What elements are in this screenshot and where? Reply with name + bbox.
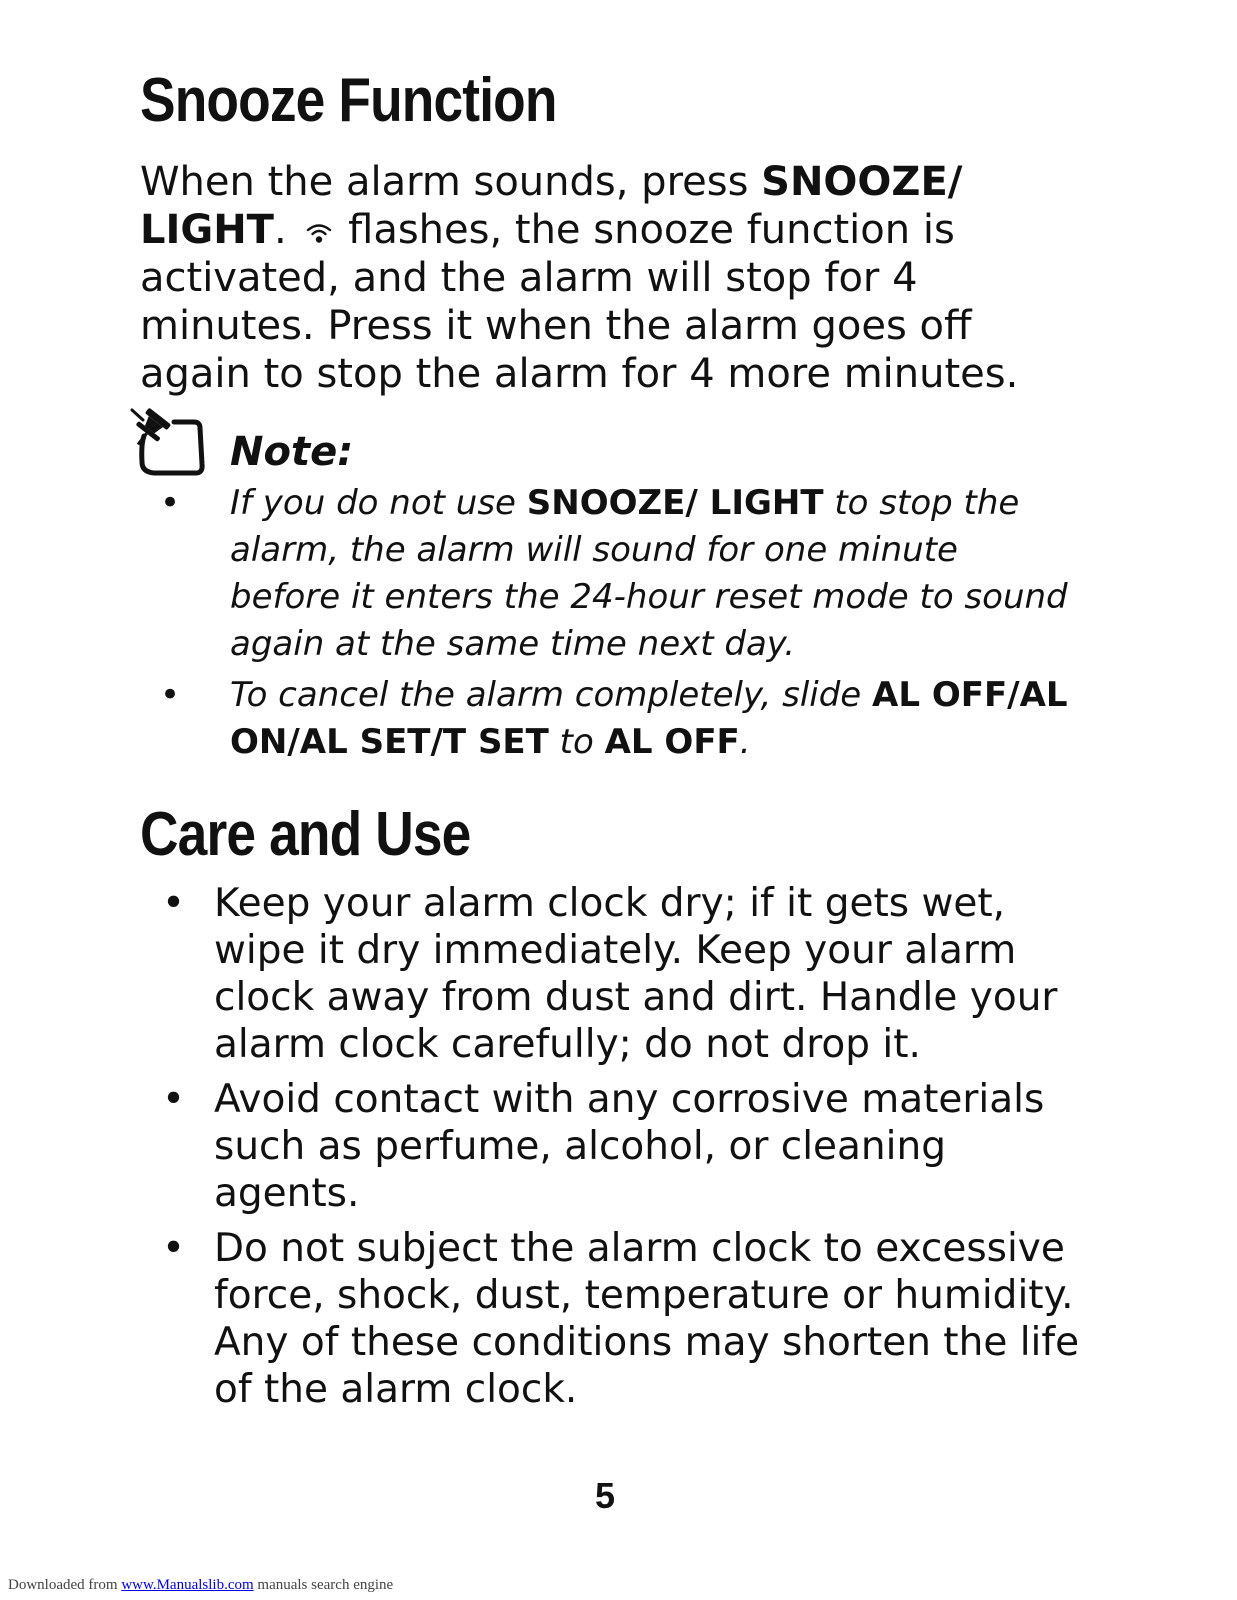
note-list	[140, 480, 1100, 766]
bullet: •	[160, 483, 181, 523]
snooze-light-button-name: SNOOZE/ LIGHT	[140, 159, 963, 253]
alarm-radio-icon	[305, 221, 333, 245]
alarm-switch-name: AL OFF/AL ON/AL SET/T SET	[230, 675, 1068, 762]
snooze-section-title: Snooze Function	[140, 66, 557, 135]
care-text: Avoid contact with any corrosive materials such as perfume, alcohol, or cleaning agents.	[214, 1077, 1045, 1216]
care-section-title: Care and Use	[140, 800, 471, 869]
snooze-paragraph	[140, 158, 1080, 398]
care-list	[140, 880, 1100, 1413]
note-text: If you do not use	[230, 483, 527, 523]
bullet: •	[162, 1077, 186, 1122]
snooze-light-button-name: SNOOZE/ LIGHT	[526, 483, 824, 523]
note-header	[140, 414, 1100, 480]
page-number: 5	[594, 1475, 616, 1516]
bullet: •	[160, 675, 181, 715]
care-item	[140, 1076, 1084, 1217]
download-footer	[8, 1577, 393, 1594]
manualslib-link[interactable]: www.Manualslib.com	[121, 1577, 254, 1593]
care-item	[140, 1225, 1084, 1413]
note-text: to stop the alarm, the alarm will sound for one minute before it enters the 24-hour reset mode to sound again at the same time next day.	[230, 483, 1068, 664]
note-text: .	[739, 722, 751, 762]
care-text: Keep your alarm clock dry; if it gets wet, wipe it dry immediately. Keep your alarm clock away from dust and dirt. Handle your alarm clock carefully; do not drop it.	[214, 881, 1058, 1067]
footer-prefix: Downloaded from	[8, 1577, 122, 1593]
al-off-position-name: AL OFF	[604, 722, 740, 762]
note-text: To cancel the alarm completely, slide	[230, 675, 873, 715]
note-item	[140, 672, 1070, 766]
care-text: Do not subject the alarm clock to excessive force, shock, dust, temperature or humidity. Any of these conditions may shorten the life of the alarm clock.	[214, 1226, 1080, 1412]
note-title: Note:	[230, 429, 354, 475]
snooze-text-3: flashes, the snooze function is activated, and the alarm will stop for 4 minutes. Press it when the alarm goes off again to stop the alarm for 4 more minutes.	[140, 207, 1019, 397]
manual-page	[140, 66, 1100, 1421]
snooze-text-2: .	[273, 207, 300, 253]
bullet: •	[162, 881, 186, 926]
footer-suffix: manuals search engine	[253, 1577, 394, 1593]
bullet: •	[162, 1226, 186, 1271]
note-text: to	[548, 722, 605, 762]
snooze-text-1: When the alarm sounds, press	[140, 159, 762, 205]
pushpin-note-icon	[128, 404, 214, 478]
note-item	[140, 480, 1070, 668]
care-item	[140, 880, 1084, 1068]
